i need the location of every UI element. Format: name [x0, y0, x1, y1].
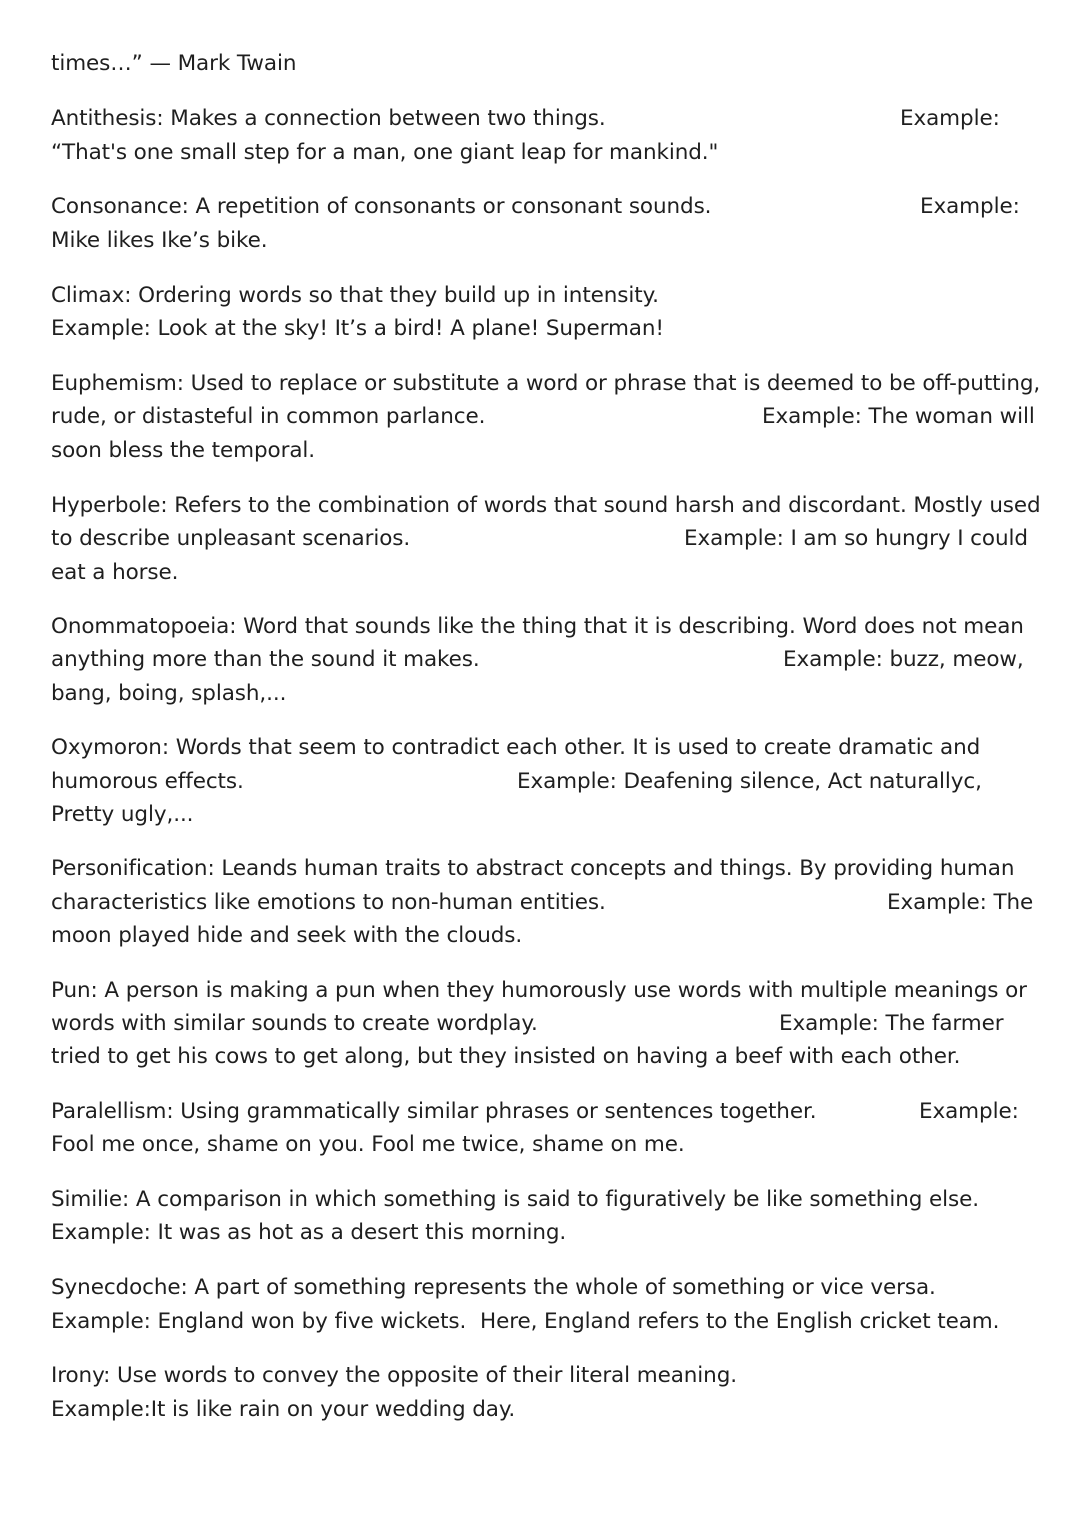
entry-irony-example: Example:It is like rain on your wedding day. — [51, 1397, 516, 1422]
entry-parallelism-definition — [51, 1101, 1031, 1123]
entry-personification-definition-1: Personification: Leands human traits to abstract concepts and things. By providing human — [51, 856, 1015, 881]
definition-text: Paralellism: Using grammatically similar phrases or sentences together. — [51, 1099, 817, 1124]
entry-personification-definition-2 — [51, 890, 1034, 915]
entry-parallelism-example: Fool me once, shame on you. Fool me twice, shame on me. — [51, 1132, 685, 1157]
entry-hyperbole-definition-2 — [51, 528, 1031, 550]
definition-text: anything more than the sound it makes. — [51, 647, 480, 672]
entry-antithesis-definition — [51, 108, 1031, 130]
definition-text: humorous effects. — [51, 769, 244, 794]
entry-euphemism-definition-2 — [51, 404, 1035, 429]
example-label: Example: The farmer — [779, 1011, 1004, 1036]
entry-oxymoron-definition-2 — [51, 771, 1031, 793]
example-label: Example: The — [887, 890, 1034, 915]
definition-text: rude, or distasteful in common parlance. — [51, 404, 486, 429]
entry-hyperbole-definition-1: Hyperbole: Refers to the combination of words that sound harsh and discordant. Mostly used — [51, 493, 1041, 518]
entry-oxymoron-example: Pretty ugly,... — [51, 802, 194, 827]
definition-text: to describe unpleasant scenarios. — [51, 526, 411, 551]
example-label: Example: — [919, 1099, 1019, 1124]
example-label: Example: — [900, 106, 1000, 131]
entry-euphemism-definition-1: Euphemism: Used to replace or substitute a word or phrase that is deemed to be off-putting, — [51, 371, 1041, 396]
example-label: Example: The woman will — [762, 404, 1035, 429]
definition-text: words with similar sounds to create wordplay. — [51, 1011, 538, 1036]
example-label: Example: buzz, meow, — [783, 647, 1024, 672]
entry-consonance-definition — [51, 196, 1031, 218]
definition-text: characteristics like emotions to non-human entities. — [51, 890, 606, 915]
entry-onomatopoeia-definition-2 — [51, 649, 1031, 671]
entry-pun-example: tried to get his cows to get along, but they insisted on having a beef with each other. — [51, 1044, 961, 1069]
entry-consonance-example: Mike likes Ike’s bike. — [51, 228, 268, 253]
entry-personification-example: moon played hide and seek with the clouds. — [51, 923, 523, 948]
entry-antithesis-example: “That's one small step for a man, one giant leap for mankind." — [51, 140, 719, 165]
entry-onomatopoeia-definition-1: Onommatopoeia: Word that sounds like the thing that it is describing. Word does not mean — [51, 614, 1024, 639]
entry-irony-definition: Irony: Use words to convey the opposite of their literal meaning. — [51, 1363, 737, 1388]
entry-simile-example: Example: It was as hot as a desert this morning. — [51, 1220, 567, 1245]
entry-hyperbole-example: eat a horse. — [51, 560, 179, 585]
entry-oxymoron-definition-1: Oxymoron: Words that seem to contradict each other. It is used to create dramatic and — [51, 735, 981, 760]
definition-text: Consonance: A repetition of consonants or consonant sounds. — [51, 194, 712, 219]
entry-onomatopoeia-example: bang, boing, splash,... — [51, 681, 287, 706]
example-label: Example: — [920, 194, 1020, 219]
example-note: Here, England refers to the English cricket team. — [480, 1309, 1000, 1334]
entry-euphemism-example: soon bless the temporal. — [51, 438, 315, 463]
example-label: Example: Deafening silence, Act naturallyc, — [517, 769, 982, 794]
entry-climax-definition: Climax: Ordering words so that they build up in intensity. — [51, 283, 659, 308]
entry-synecdoche-example — [51, 1311, 1031, 1333]
definition-text: Antithesis: Makes a connection between two things. — [51, 106, 606, 131]
intro-fragment: times…” — Mark Twain — [51, 51, 297, 76]
entry-simile-definition: Similie: A comparison in which something is said to figuratively be like something else. — [51, 1187, 979, 1212]
example-text: Example: England won by five wickets. — [51, 1309, 467, 1334]
entry-climax-example: Example: Look at the sky! It’s a bird! A plane! Superman! — [51, 316, 664, 341]
entry-pun-definition-1: Pun: A person is making a pun when they humorously use words with multiple meanings or — [51, 978, 1027, 1003]
entry-pun-definition-2 — [51, 1013, 1031, 1035]
entry-synecdoche-definition: Synecdoche: A part of something represents the whole of something or vice versa. — [51, 1275, 936, 1300]
example-label: Example: I am so hungry I could — [684, 526, 1028, 551]
